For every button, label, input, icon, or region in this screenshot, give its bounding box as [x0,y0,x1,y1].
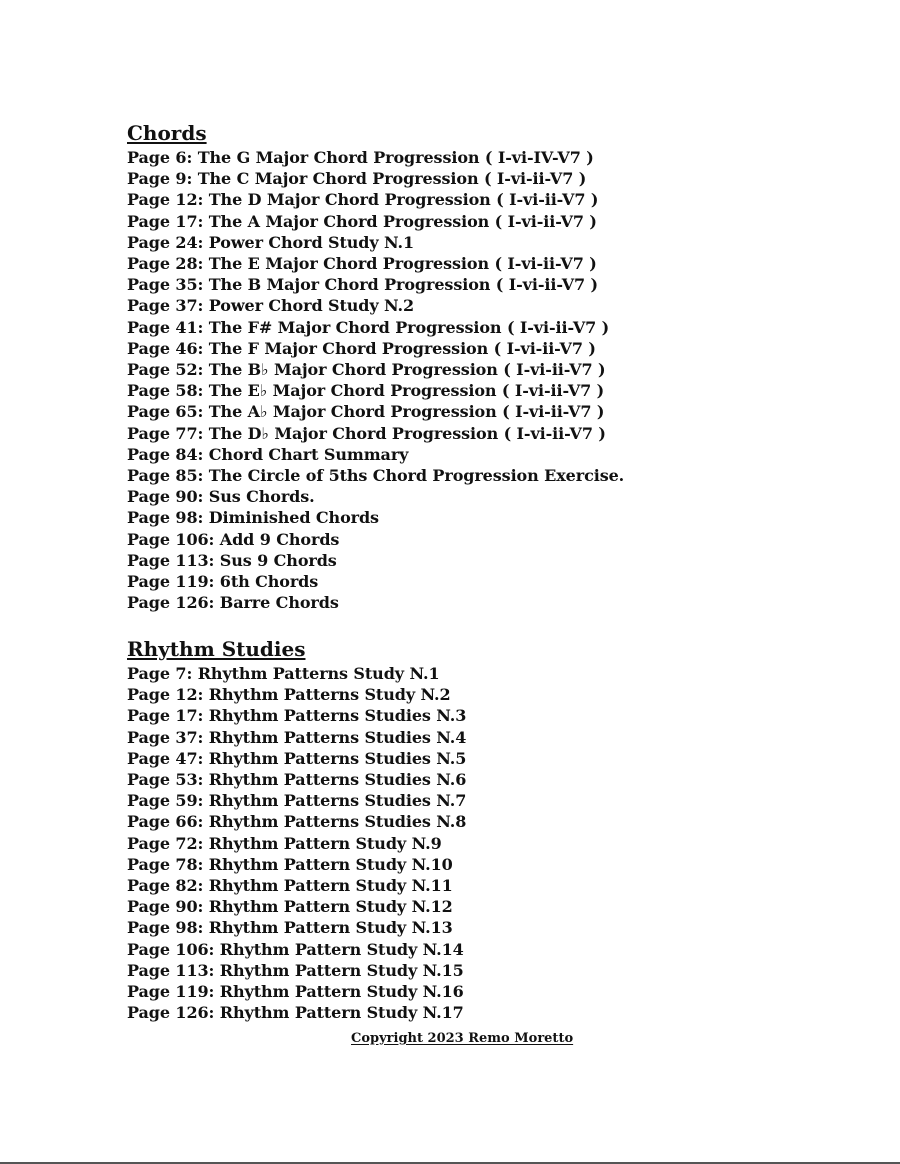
rhythm-studies-entry: Page 12: Rhythm Patterns Study N.2 [127,685,451,705]
chords-entry: Page 17: The A Major Chord Progression ( I-vi-ii-V7 ) [127,211,597,231]
chords-entry: Page 65: The A♭ Major Chord Progression ( I-vi-ii-V7 ) [127,402,605,422]
chords-entry: Page 85: The Circle of 5ths Chord Progression Exercise. [127,466,625,486]
chords-entry: Page 28: The E Major Chord Progression ( I-vi-ii-V7 ) [127,254,597,274]
rhythm-studies-heading: Rhythm Studies [127,637,306,661]
rhythm-studies-entry: Page 37: Rhythm Patterns Studies N.4 [127,727,467,747]
copyright-notice: Copyright 2023 Remo Moretto [351,1031,574,1046]
rhythm-studies-entry: Page 126: Rhythm Pattern Study N.17 [127,1003,464,1023]
rhythm-studies-entry: Page 82: Rhythm Pattern Study N.11 [127,876,453,896]
rhythm-studies-entry: Page 90: Rhythm Pattern Study N.12 [127,897,453,917]
chords-entry: Page 52: The B♭ Major Chord Progression ( I-vi-ii-V7 ) [127,360,606,380]
rhythm-studies-entry: Page 17: Rhythm Patterns Studies N.3 [127,706,467,726]
chords-entry-list [127,147,624,613]
rhythm-studies-entry-list [127,663,466,1023]
chords-entry: Page 84: Chord Chart Summary [127,444,409,464]
chords-entry: Page 119: 6th Chords [127,572,319,592]
chords-entry: Page 46: The F Major Chord Progression ( I-vi-ii-V7 ) [127,338,596,358]
chords-section [127,121,624,613]
rhythm-studies-entry: Page 66: Rhythm Patterns Studies N.8 [127,812,467,832]
rhythm-studies-entry: Page 7: Rhythm Patterns Study N.1 [127,664,440,683]
chords-entry: Page 90: Sus Chords. [127,487,315,507]
chords-entry: Page 113: Sus 9 Chords [127,550,337,570]
rhythm-studies-entry: Page 98: Rhythm Pattern Study N.13 [127,918,453,938]
rhythm-studies-entry: Page 106: Rhythm Pattern Study N.14 [127,939,464,959]
rhythm-studies-entry: Page 119: Rhythm Pattern Study N.16 [127,982,464,1002]
chords-entry: Page 6: The G Major Chord Progression ( I-vi-IV-V7 ) [127,148,594,167]
chords-entry: Page 126: Barre Chords [127,593,339,613]
chords-heading: Chords [127,121,207,145]
chords-entry: Page 12: The D Major Chord Progression ( I-vi-ii-V7 ) [127,190,599,210]
rhythm-studies-entry: Page 78: Rhythm Pattern Study N.10 [127,854,453,874]
rhythm-studies-section [127,637,466,1023]
rhythm-studies-entry: Page 47: Rhythm Patterns Studies N.5 [127,748,467,768]
rhythm-studies-entry: Page 59: Rhythm Patterns Studies N.7 [127,791,467,811]
rhythm-studies-entry: Page 113: Rhythm Pattern Study N.15 [127,960,464,980]
chords-entry: Page 37: Power Chord Study N.2 [127,296,415,316]
chords-entry: Page 9: The C Major Chord Progression ( I-vi-ii-V7 ) [127,169,587,189]
chords-entry: Page 58: The E♭ Major Chord Progression ( I-vi-ii-V7 ) [127,381,605,401]
chords-entry: Page 98: Diminished Chords [127,508,379,528]
chords-entry: Page 106: Add 9 Chords [127,529,340,549]
chords-entry: Page 24: Power Chord Study N.1 [127,232,415,252]
chords-entry: Page 41: The F# Major Chord Progression ( I-vi-ii-V7 ) [127,317,610,337]
chords-entry: Page 35: The B Major Chord Progression ( I-vi-ii-V7 ) [127,275,598,295]
rhythm-studies-entry: Page 53: Rhythm Patterns Studies N.6 [127,770,467,790]
chords-entry: Page 77: The D♭ Major Chord Progression ( I-vi-ii-V7 ) [127,423,606,443]
rhythm-studies-entry: Page 72: Rhythm Pattern Study N.9 [127,833,442,853]
